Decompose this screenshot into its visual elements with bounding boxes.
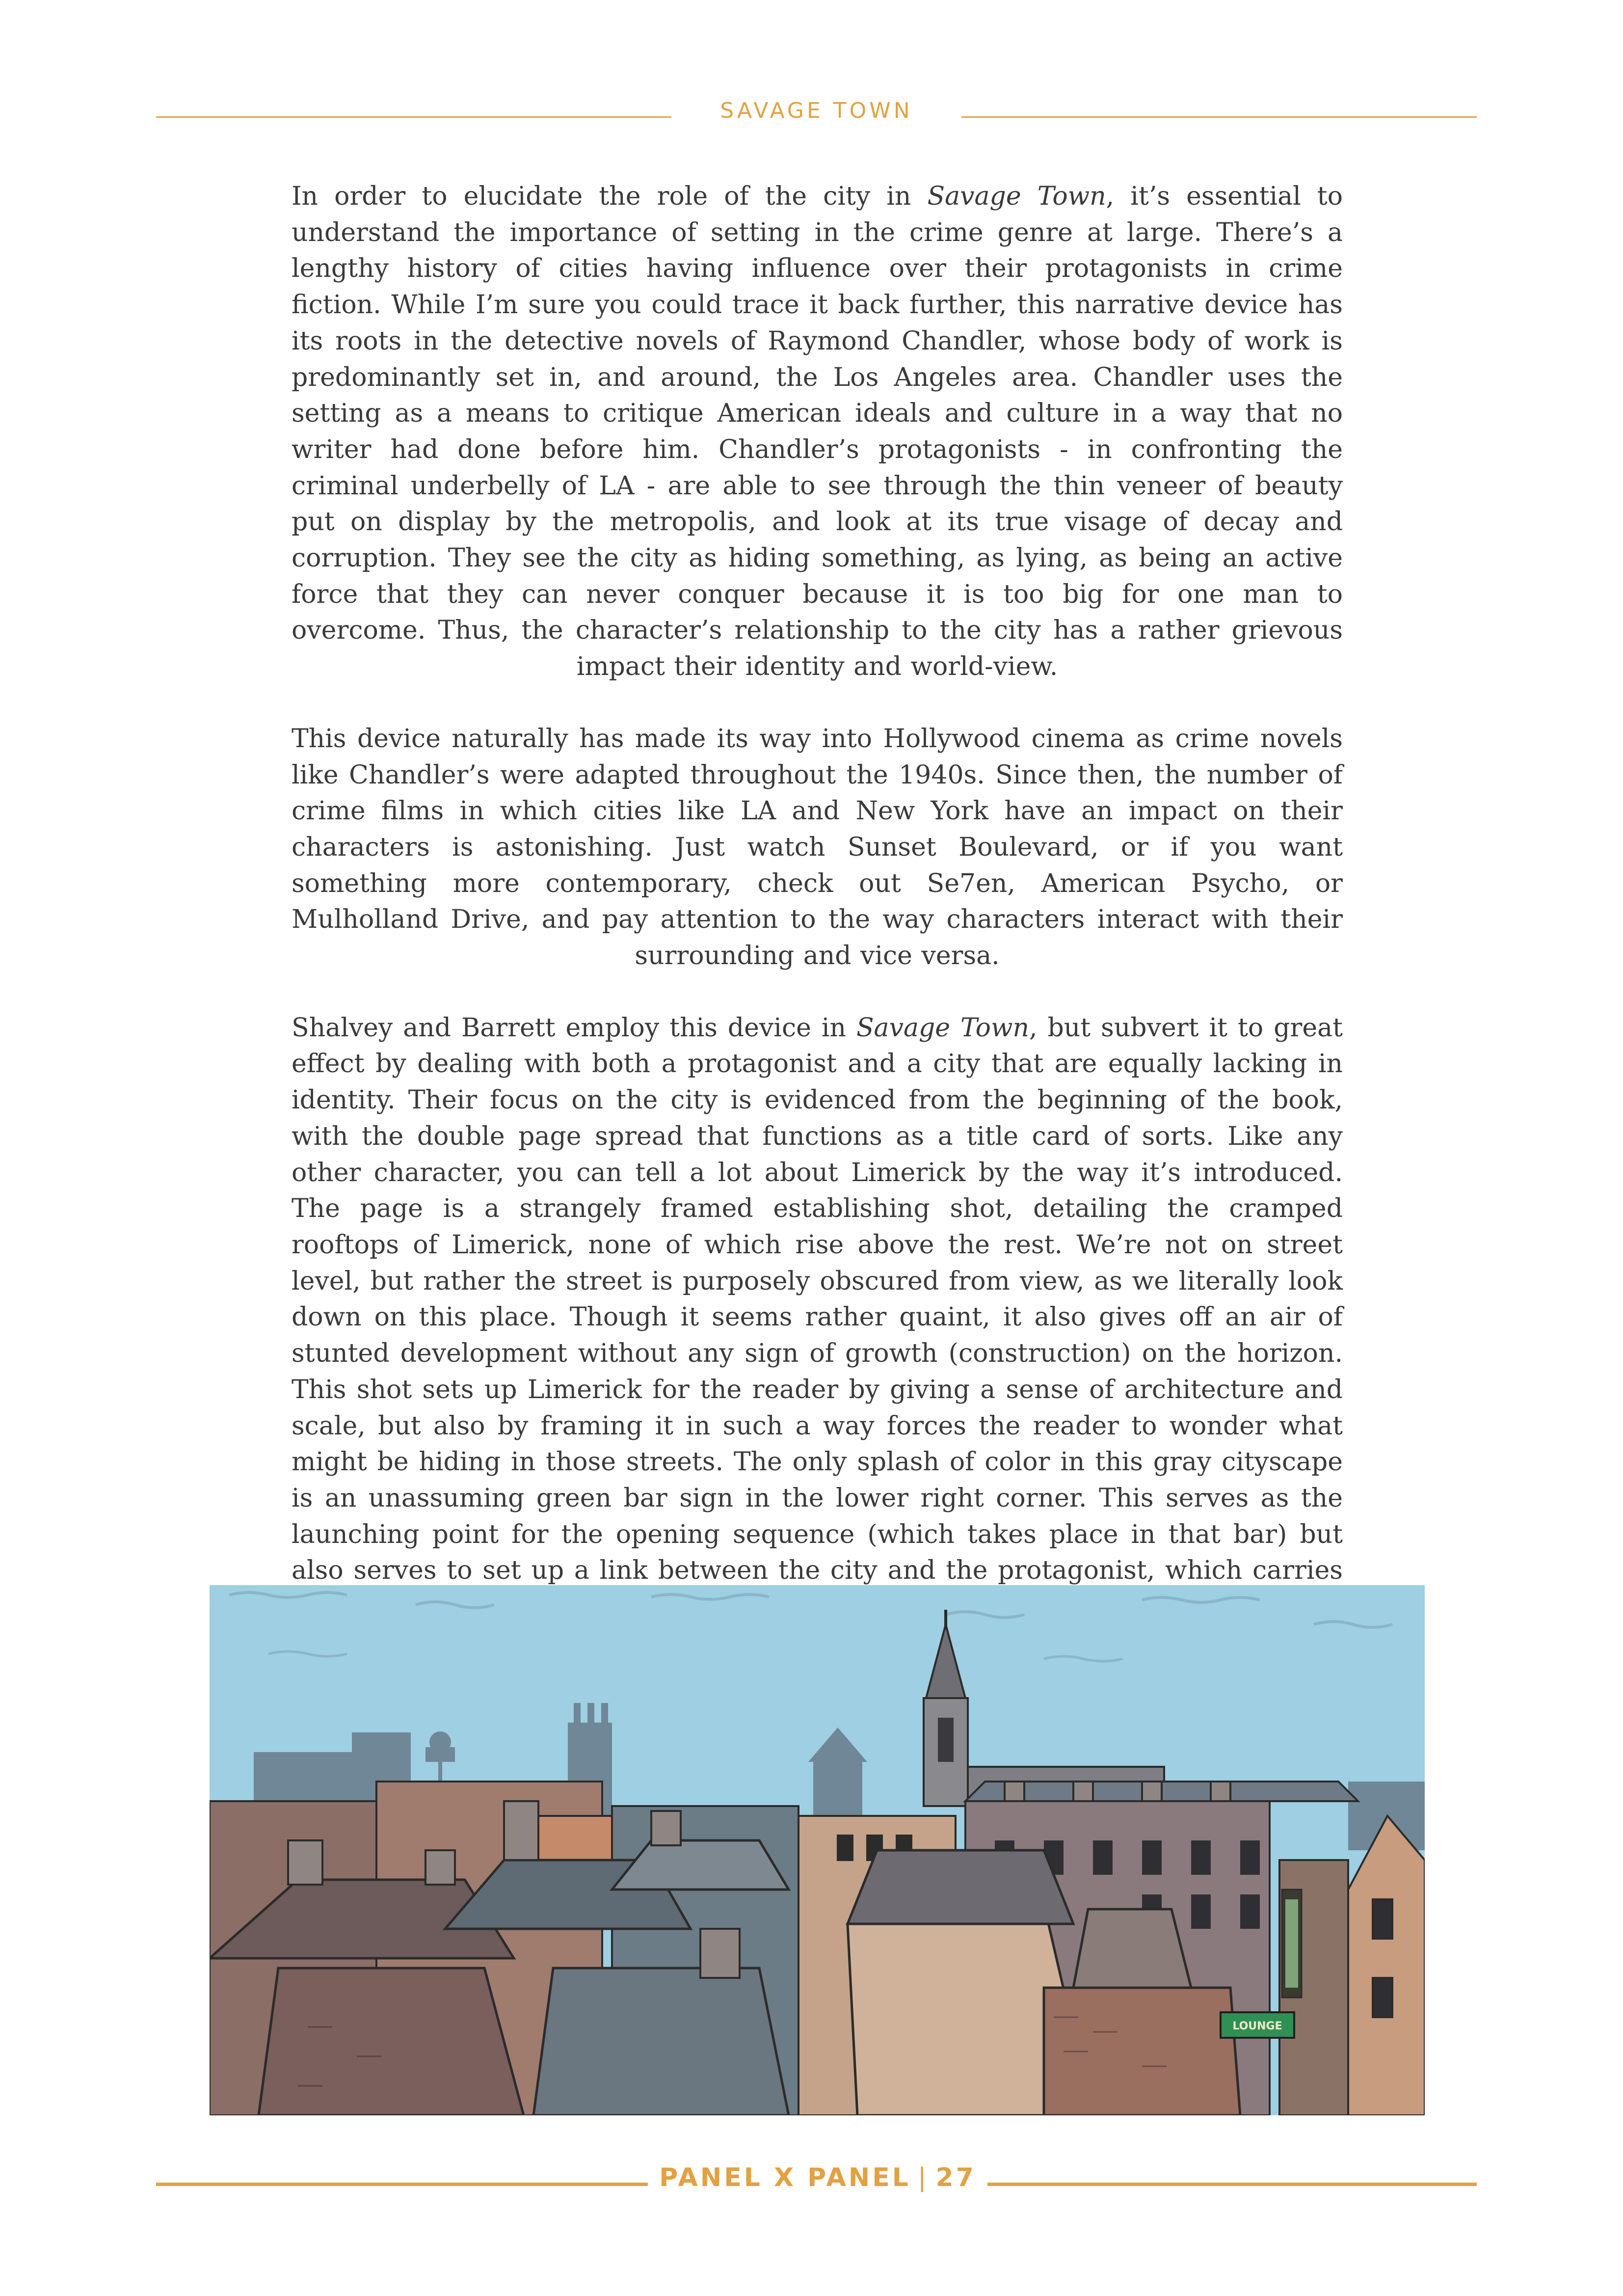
paragraph-text: In order to elucidate the role of the city in bbox=[292, 182, 928, 211]
green-bar-sign bbox=[1221, 2012, 1294, 2038]
body-paragraph bbox=[292, 721, 1343, 974]
header-title: SAVAGE TOWN bbox=[720, 98, 913, 123]
paragraph-text: Shalvey and Barrett employ this device in bbox=[292, 1013, 856, 1043]
page-number: 27 bbox=[935, 2163, 976, 2192]
footer-rule-right bbox=[987, 2183, 1477, 2186]
footer-publication: PANEL X PANEL bbox=[659, 2163, 911, 2192]
article-body bbox=[292, 179, 1343, 1661]
running-footer bbox=[156, 2160, 1477, 2204]
header-rule-right bbox=[961, 116, 1477, 118]
body-paragraph bbox=[292, 1010, 1343, 1625]
footer-folio bbox=[648, 2163, 987, 2192]
cityscape-illustration bbox=[210, 1585, 1425, 2115]
paragraph-text: , but subvert it to great effect by dealing with both a protagonist and a city that are equally lacking in identity. Their focus on the city is evidenced from the beginning of the book, with the double page spread that functions as a title card of sorts. Like any other character, you can tell a lot about Limerick by the way it’s introduced. The page is a strangely framed establishing shot, detailing the cramped rooftops of Limerick, none of which rise above the rest. We’re not on street level, but rather the street is purposely obscured from view, as we literally look down on this place. Though it seems rather quaint, it also gives off an air of stunted development without any sign of growth (construction) on the horizon. This shot sets up Limerick for the reader by giving a sense of architecture and scale, but also by framing it in such a way forces the reader to wonder what might be hiding in those streets. The only splash of color in this gray cityscape is an unassuming green bar sign in the lower right corner. This serves as the launching point for the opening sequence (which takes place in that bar) but also serves to set up a link between the city and the protagonist, which carries bbox=[292, 1013, 1343, 1586]
running-header bbox=[156, 96, 1477, 135]
body-paragraph bbox=[292, 179, 1343, 685]
footer-separator: | bbox=[917, 2163, 929, 2192]
header-rule-left bbox=[156, 116, 671, 118]
bar-sign-text: LOUNGE bbox=[1232, 2020, 1282, 2032]
paragraph-text: This device naturally has made its way into Hollywood cinema as crime novels like Chandler’s were adapted throughout the 1940s. Since then, the number of crime films in which cities like LA and New York have an impact on their characters is astonishing. Just watch Sunset Boulevard, or if you want something more contemporary, check out Se7en, American Psycho, or Mulholland Drive, and pay attention to the way characters interact with their surrounding and vice versa. bbox=[292, 724, 1343, 971]
pub-vertical-sign bbox=[1282, 1890, 1302, 1998]
footer-rule-left bbox=[156, 2183, 648, 2186]
paragraph-text: , it’s essential to understand the importance of setting in the crime genre at large. There’s a lengthy history of cities having influence over their protagonists in crime fiction. While I’m sure you could trace it back further, this narrative device has its roots in the detective novels of Raymond Chandler, whose body of work is predominantly set in, and around, the Los Angeles area. Chandler uses the setting as a means to critique American ideals and culture in a way that no writer had done before him. Chandler’s protagonists - in confronting the criminal underbelly of LA - are able to see through the thin veneer of beauty put on display by the metropolis, and look at its true visage of decay and corruption. They see the city as hiding something, as lying, as being an active force that they can never conquer because it is too big for one man to overcome. Thus, the character’s relationship to the city has a rather grievous impact their identity and world-view. bbox=[292, 182, 1343, 682]
italic-title: Savage Town bbox=[927, 182, 1106, 211]
italic-title: Savage Town bbox=[856, 1013, 1029, 1043]
